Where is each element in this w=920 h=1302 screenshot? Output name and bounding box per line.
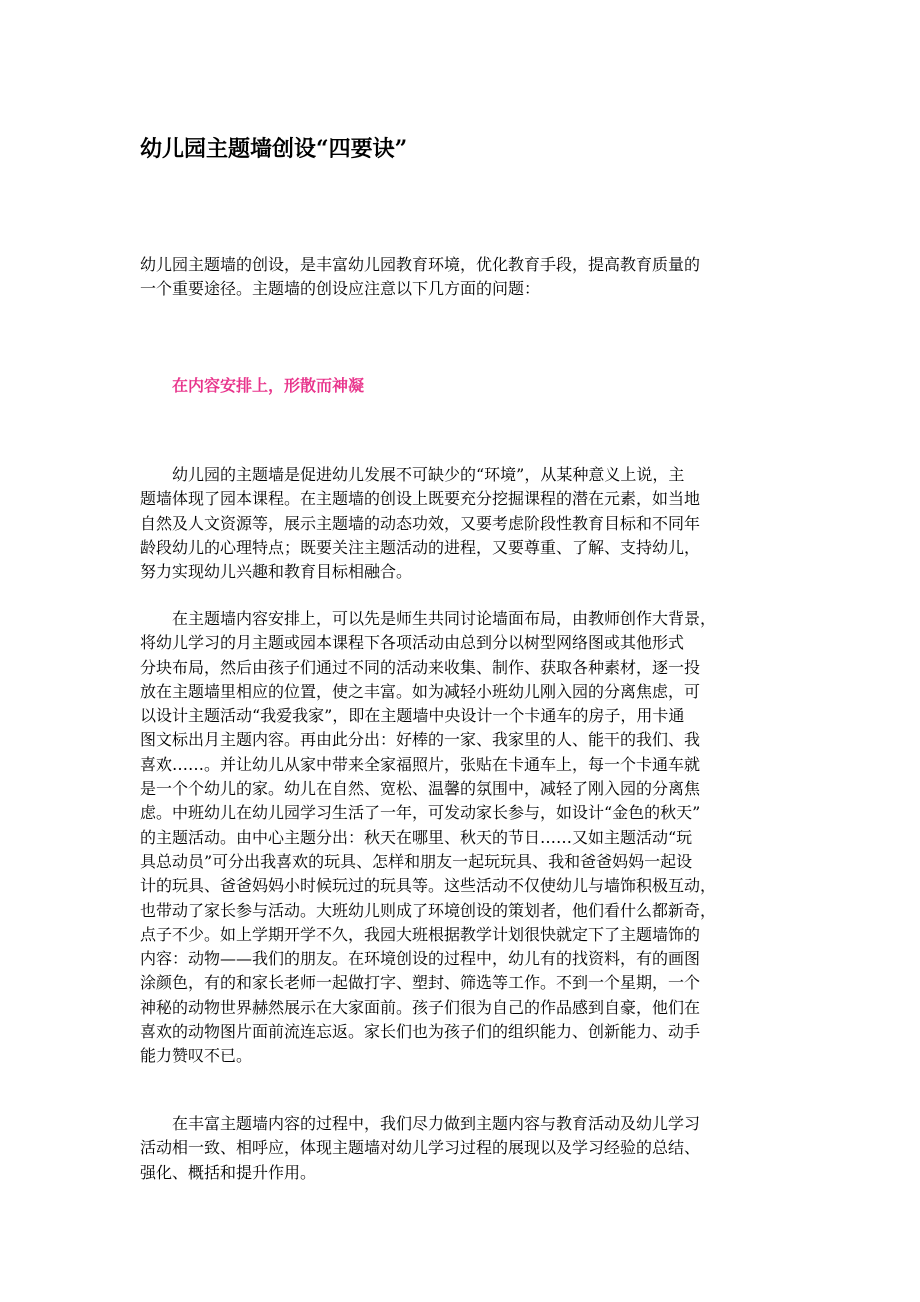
text-line: 幼儿园的主题墙是促进幼儿发展不可缺少的“环境”，从某种意义上说，主 bbox=[172, 465, 685, 484]
text-line: 分块布局，然后由孩子们通过不同的活动来收集、制作、获取各种素材，逐一投 bbox=[140, 657, 701, 677]
text-line: 题墙体现了园本课程。在主题墙的创设上既要充分挖掘课程的潜在元素，如当地 bbox=[140, 489, 701, 509]
text-line: 图文标出月主题内容。再由此分出：好棒的一家、我家里的人、能干的我们、我 bbox=[140, 730, 701, 750]
text-line: 龄段幼儿的心理特点；既要关注主题活动的进程，又要尊重、了解、支持幼儿， bbox=[140, 537, 701, 557]
text-line: 喜欢的动物图片面前流连忘返。家长们也为孩子们的组织能力、创新能力、动手 bbox=[140, 1022, 701, 1042]
text-line: 具总动员”可分出我喜欢的玩具、怎样和朋友一起玩玩具、我和爸爸妈妈一起设 bbox=[140, 851, 693, 871]
body-paragraph-1 bbox=[140, 463, 782, 584]
text-line: 在主题墙内容安排上，可以先是师生共同讨论墙面布局，由教师创作大背景， bbox=[172, 609, 717, 628]
text-line: 喜欢……。并让幼儿从家中带来全家福照片，张贴在卡通车上，每一个卡通车就 bbox=[140, 754, 701, 774]
body-paragraph-2 bbox=[140, 607, 782, 1069]
text-line: 点子不少。如上学期开学不久，我园大班根据教学计划很快就定下了主题墙饰的 bbox=[140, 924, 701, 944]
document-title: 幼儿园主题墙创设“四要诀” bbox=[140, 136, 408, 162]
text-line: 涂颜色，有的和家长老师一起做打字、塑封、筛选等工作。不到一个星期，一个 bbox=[140, 973, 701, 993]
text-line: 幼儿园主题墙的创设，是丰富幼儿园教育环境，优化教育手段，提高教育质量的 bbox=[140, 255, 701, 274]
text-line: 能力赞叹不已。 bbox=[140, 1046, 253, 1066]
intro-paragraph bbox=[140, 253, 782, 302]
text-line: 虑。中班幼儿在幼儿园学习生活了一年，可发动家长参与，如设计“金色的秋天” bbox=[140, 803, 701, 823]
text-line: 自然及人文资源等，展示主题墙的动态功效，又要考虑阶段性教育目标和不同年 bbox=[140, 513, 701, 533]
text-line: 内容：动物——我们的朋友。在环境创设的过程中，幼儿有的找资料，有的画图 bbox=[140, 949, 701, 969]
text-line: 神秘的动物世界赫然展示在大家面前。孩子们很为自己的作品感到自豪，他们在 bbox=[140, 997, 701, 1017]
text-line: 活动相一致、相呼应，体现主题墙对幼儿学习过程的展现以及学习经验的总结、 bbox=[140, 1138, 701, 1158]
section-heading: 在内容安排上，形散而神凝 bbox=[172, 376, 365, 395]
text-line: 也带动了家长参与活动。大班幼儿则成了环境创设的策划者，他们看什么都新奇， bbox=[140, 900, 717, 920]
text-line: 以设计主题活动“我爱我家”，即在主题墙中央设计一个卡通车的房子，用卡通 bbox=[140, 706, 685, 726]
text-line: 计的玩具、爸爸妈妈小时候玩过的玩具等。这些活动不仅使幼儿与墙饰积极互动， bbox=[140, 876, 717, 896]
text-line: 是一个个幼儿的家。幼儿在自然、宽松、温馨的氛围中，减轻了刚入园的分离焦 bbox=[140, 779, 701, 799]
body-paragraph-3 bbox=[140, 1112, 782, 1185]
text-line: 一个重要途径。主题墙的创设应注意以下几方面的问题： bbox=[140, 279, 541, 299]
text-line: 的主题活动。由中心主题分出：秋天在哪里、秋天的节日……又如主题活动“玩 bbox=[140, 827, 693, 847]
text-line: 放在主题墙里相应的位置，使之丰富。如为减轻小班幼儿刚入园的分离焦虑，可 bbox=[140, 681, 701, 701]
text-line: 努力实现幼儿兴趣和教育目标相融合。 bbox=[140, 562, 413, 582]
text-line: 在丰富主题墙内容的过程中，我们尽力做到主题内容与教育活动及幼儿学习 bbox=[172, 1114, 701, 1133]
text-line: 强化、概括和提升作用。 bbox=[140, 1162, 317, 1182]
text-line: 将幼儿学习的月主题或园本课程下各项活动由总到分以树型网络图或其他形式 bbox=[140, 633, 685, 653]
